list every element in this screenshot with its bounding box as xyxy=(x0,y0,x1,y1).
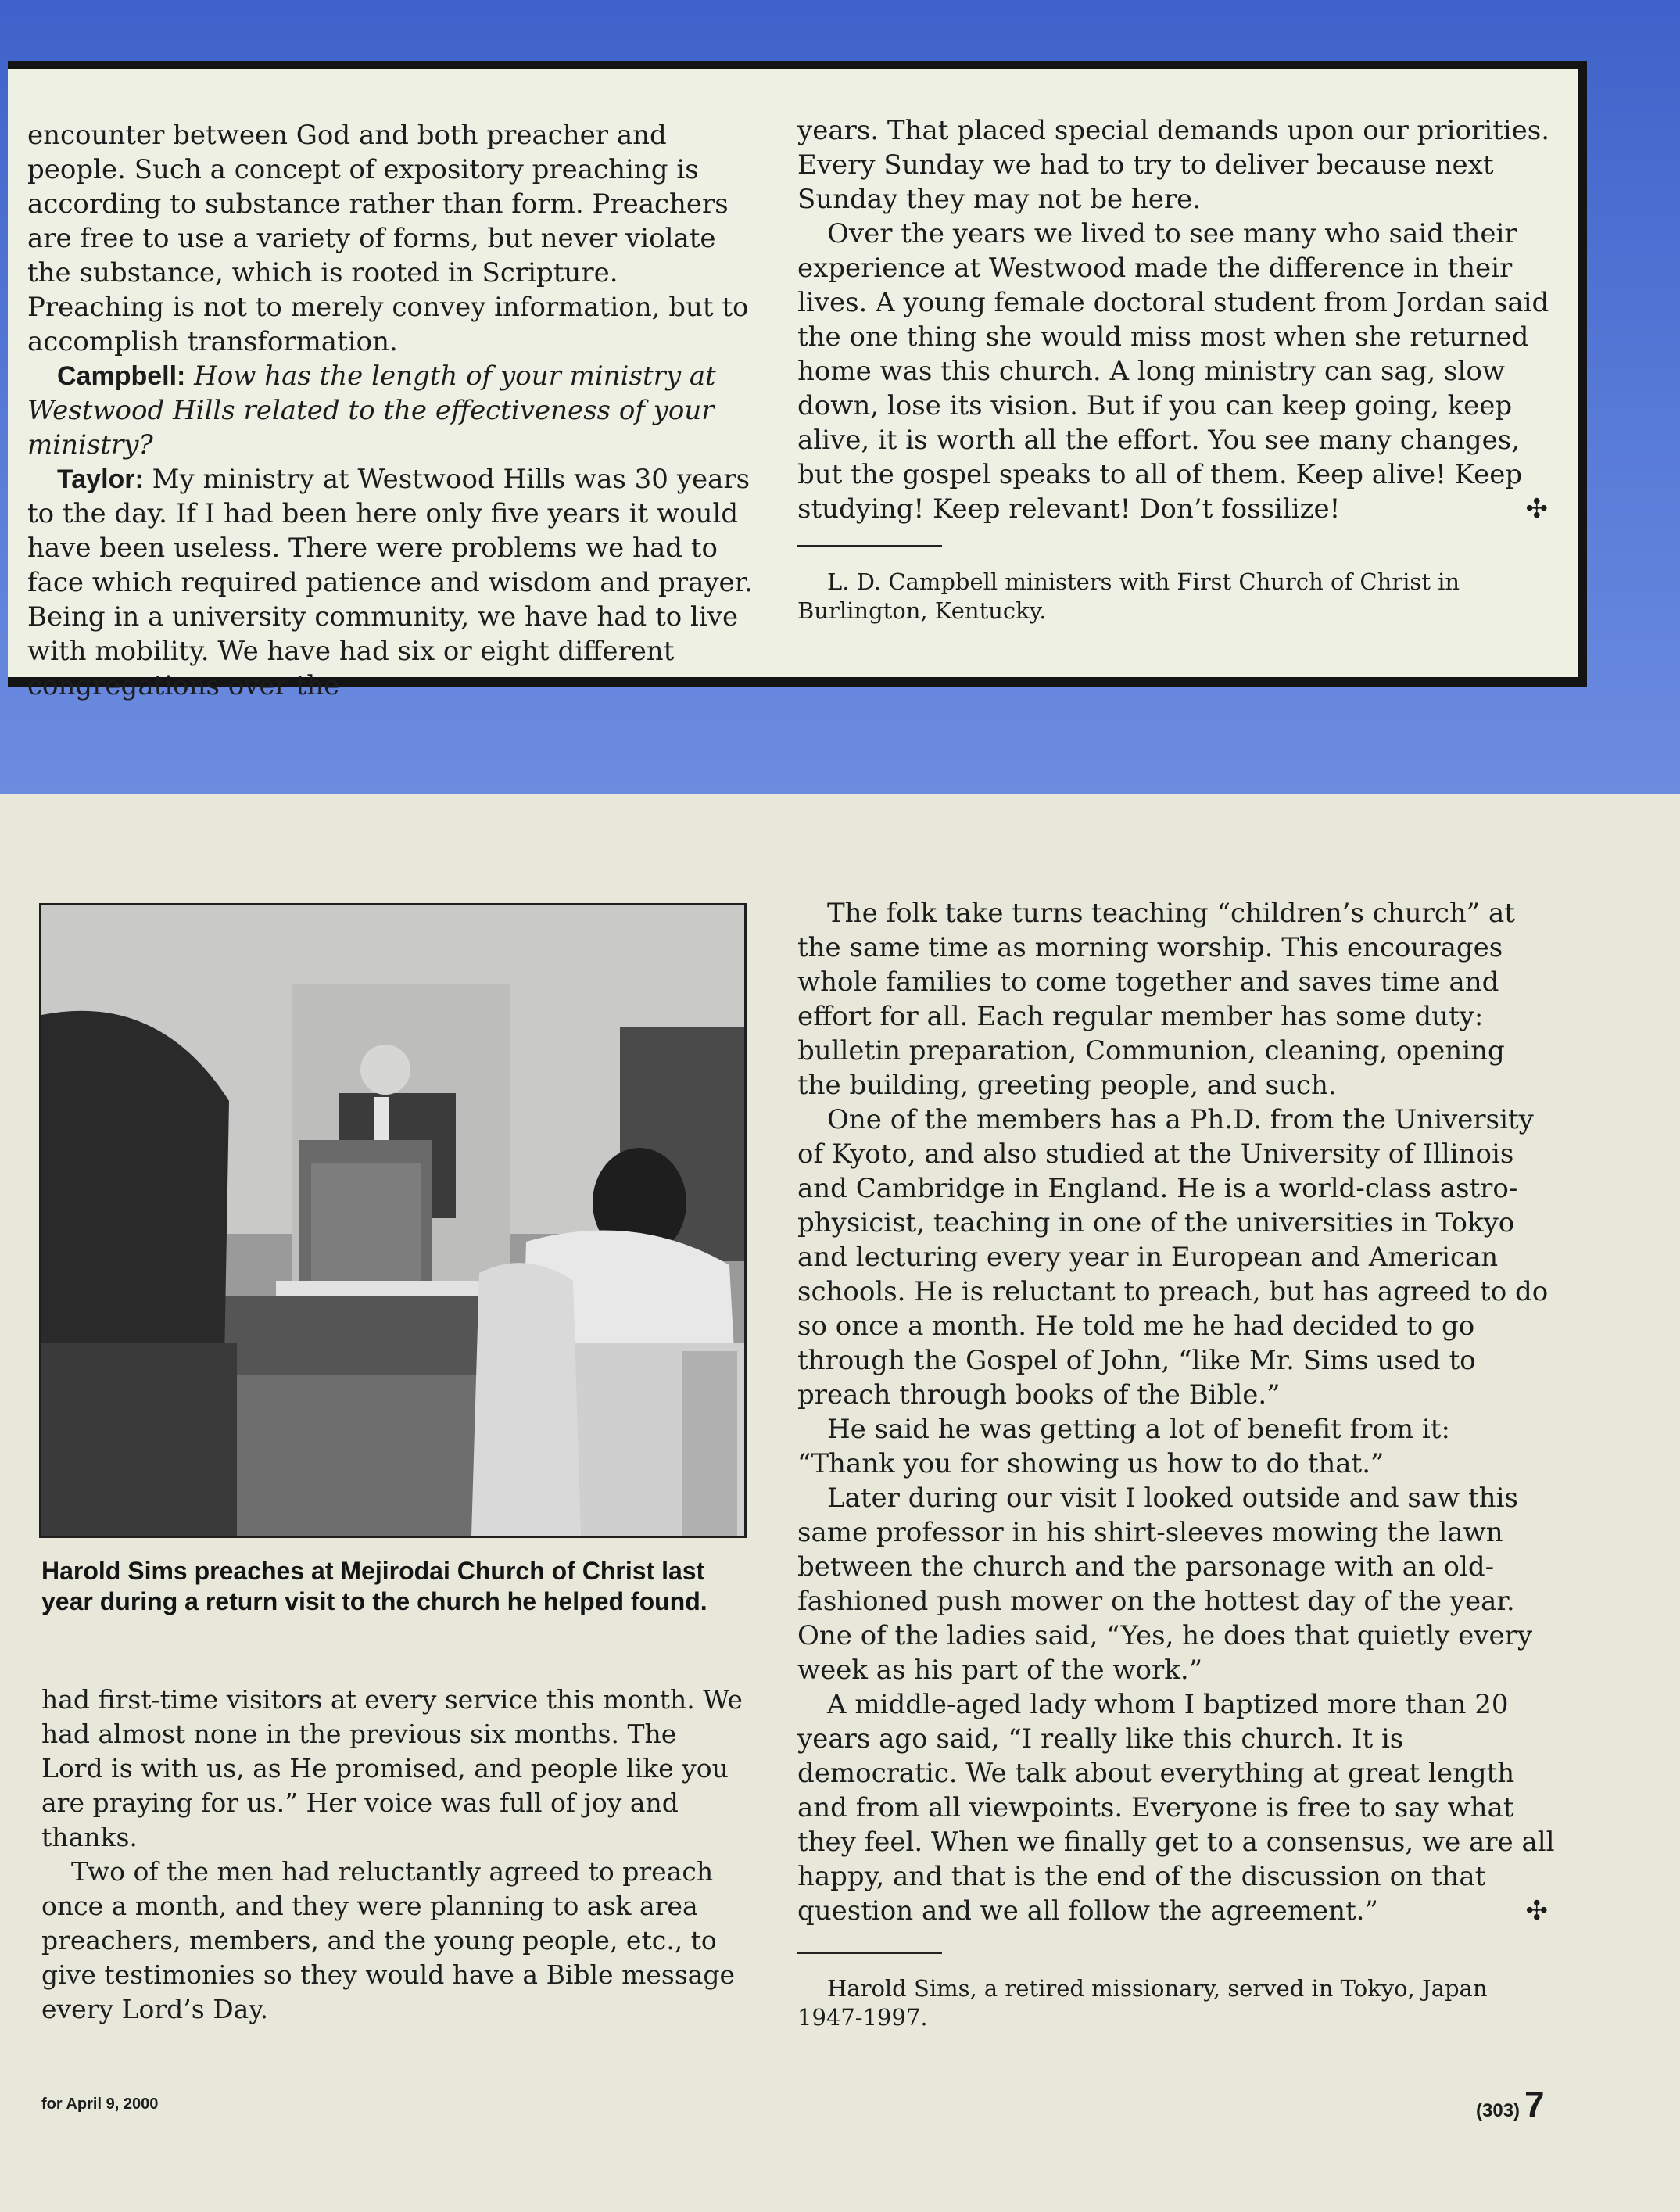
question-text: How has the length of your ministry at Westwood Hills related to the effectiveness of your ministry? xyxy=(27,360,716,461)
article-paragraph: The folk take turns teaching “children’s church” at the same time as morning worship. This encourages whole families to come together and saves time and effort for all. Each regular member has some duty: bulletin preparation, Communion, cleaning, opening the building, greeting people, and such. xyxy=(797,898,1515,1101)
bio-divider xyxy=(797,545,942,547)
preaching-photo xyxy=(39,903,747,1538)
interview-continuation-box xyxy=(8,61,1587,701)
article-left-column xyxy=(41,1683,745,2027)
page-number: 7 xyxy=(1524,2084,1545,2124)
interview-question xyxy=(27,359,758,462)
interview-paragraph: encounter between God and both preacher and people. Such a concept of expository preaching is according to substance rather than form. Preachers are free to use a variety of forms, but never violate the substance, which is rooted in Scripture. Preaching is not to merely convey information, but to accomplish transformation. xyxy=(27,120,749,357)
interview-answer xyxy=(27,462,758,703)
issue-page-code: (303) xyxy=(1476,2100,1521,2121)
author-bio: L. D. Campbell ministers with First Church of Christ in Burlington, Kentucky. xyxy=(797,568,1460,624)
bio-divider xyxy=(797,1952,942,1954)
article-paragraph: Two of the men had reluctantly agreed to preach once a month, and they were planning to ask area preachers, members, and the young people, etc., to give testimonies so they would have a Bible message every Lord’s Day. xyxy=(41,1856,736,2024)
article-paragraph: He said he was getting a lot of benefit from it: “Thank you for showing us how to do that.” xyxy=(797,1414,1450,1479)
interview-left-column xyxy=(27,118,758,703)
interview-paragraph: Over the years we lived to see many who said their experience at Westwood made the difference in their lives. A young female doctoral student from Jordan said the one thing she would miss most when she returned home was this church. A long ministry can sag, slow down, lose its vision. But if you can keep going, keep alive, it is worth all the effort. You see many changes, but the gospel speaks to all of them. Keep alive! Keep studying! Keep relevant! Don’t fossilize! ✣ xyxy=(797,218,1549,525)
interview-paragraph: years. That placed special demands upon our priorities. Every Sunday we had to try to deliver because next Sunday they may not be here. xyxy=(797,115,1550,215)
photo-caption: Harold Sims preaches at Mejirodai Church of Christ last year during a return visit to the church he helped found. xyxy=(41,1557,707,1615)
interview-right-column xyxy=(797,113,1556,626)
article-paragraph: One of the members has a Ph.D. from the University of Kyoto, and also studied at the University of Illinois and Cambridge in England. He is a world-class astro-physicist, teaching in one of the universities in Tokyo and lecturing every year in European and American schools. He is reluctant to preach, but has agreed to do so once a month. He told me he had decided to go through the Gospel of John, “like Mr. Sims used to preach through books of the Bible.” xyxy=(797,1104,1549,1411)
article-paragraph: A middle-aged lady whom I baptized more than 20 years ago said, “I really like this church. It is democratic. We talk about everything at great length and from all viewpoints. Everyone is free to say what they feel. When we finally get to a consensus, we are all happy, and that is the end of the discussion on that question and we all follow the agreement.” ✣ xyxy=(797,1689,1555,1927)
question-speaker: Campbell: xyxy=(57,361,186,391)
article-paragraph: Later during our visit I looked outside and saw this same professor in his shirt-sleeves mowing the lawn between the church and the parsonage with an old-fashioned push mower on the hottest day of the year. One of the ladies said, “Yes, he does that quietly every week as his part of the work.” xyxy=(797,1482,1533,1686)
page-number-block xyxy=(1476,2083,1545,2125)
end-mark-icon: ✣ xyxy=(1525,1895,1548,1927)
answer-text: My ministry at Westwood Hills was 30 years to the day. If I had been here only five years it would have been useless. There were problems we had to face which required patience and wisdom and prayer. Being in a university community, we have had to live with mobility. We have had six or eight different congregations over the xyxy=(27,464,753,701)
answer-speaker: Taylor: xyxy=(57,464,144,494)
article-paragraph: had first-time visitors at every service this month. We had almost none in the previous six months. The Lord is with us, as He promised, and people like you are praying for us.” Her voice was full of joy and thanks. xyxy=(41,1684,743,1852)
author-bio: Harold Sims, a retired missionary, served in Tokyo, Japan 1947-1997. xyxy=(797,1975,1488,2031)
article-right-column xyxy=(797,896,1556,2032)
issue-date: for April 9, 2000 xyxy=(41,2095,159,2113)
end-mark-icon: ✣ xyxy=(1525,493,1548,525)
